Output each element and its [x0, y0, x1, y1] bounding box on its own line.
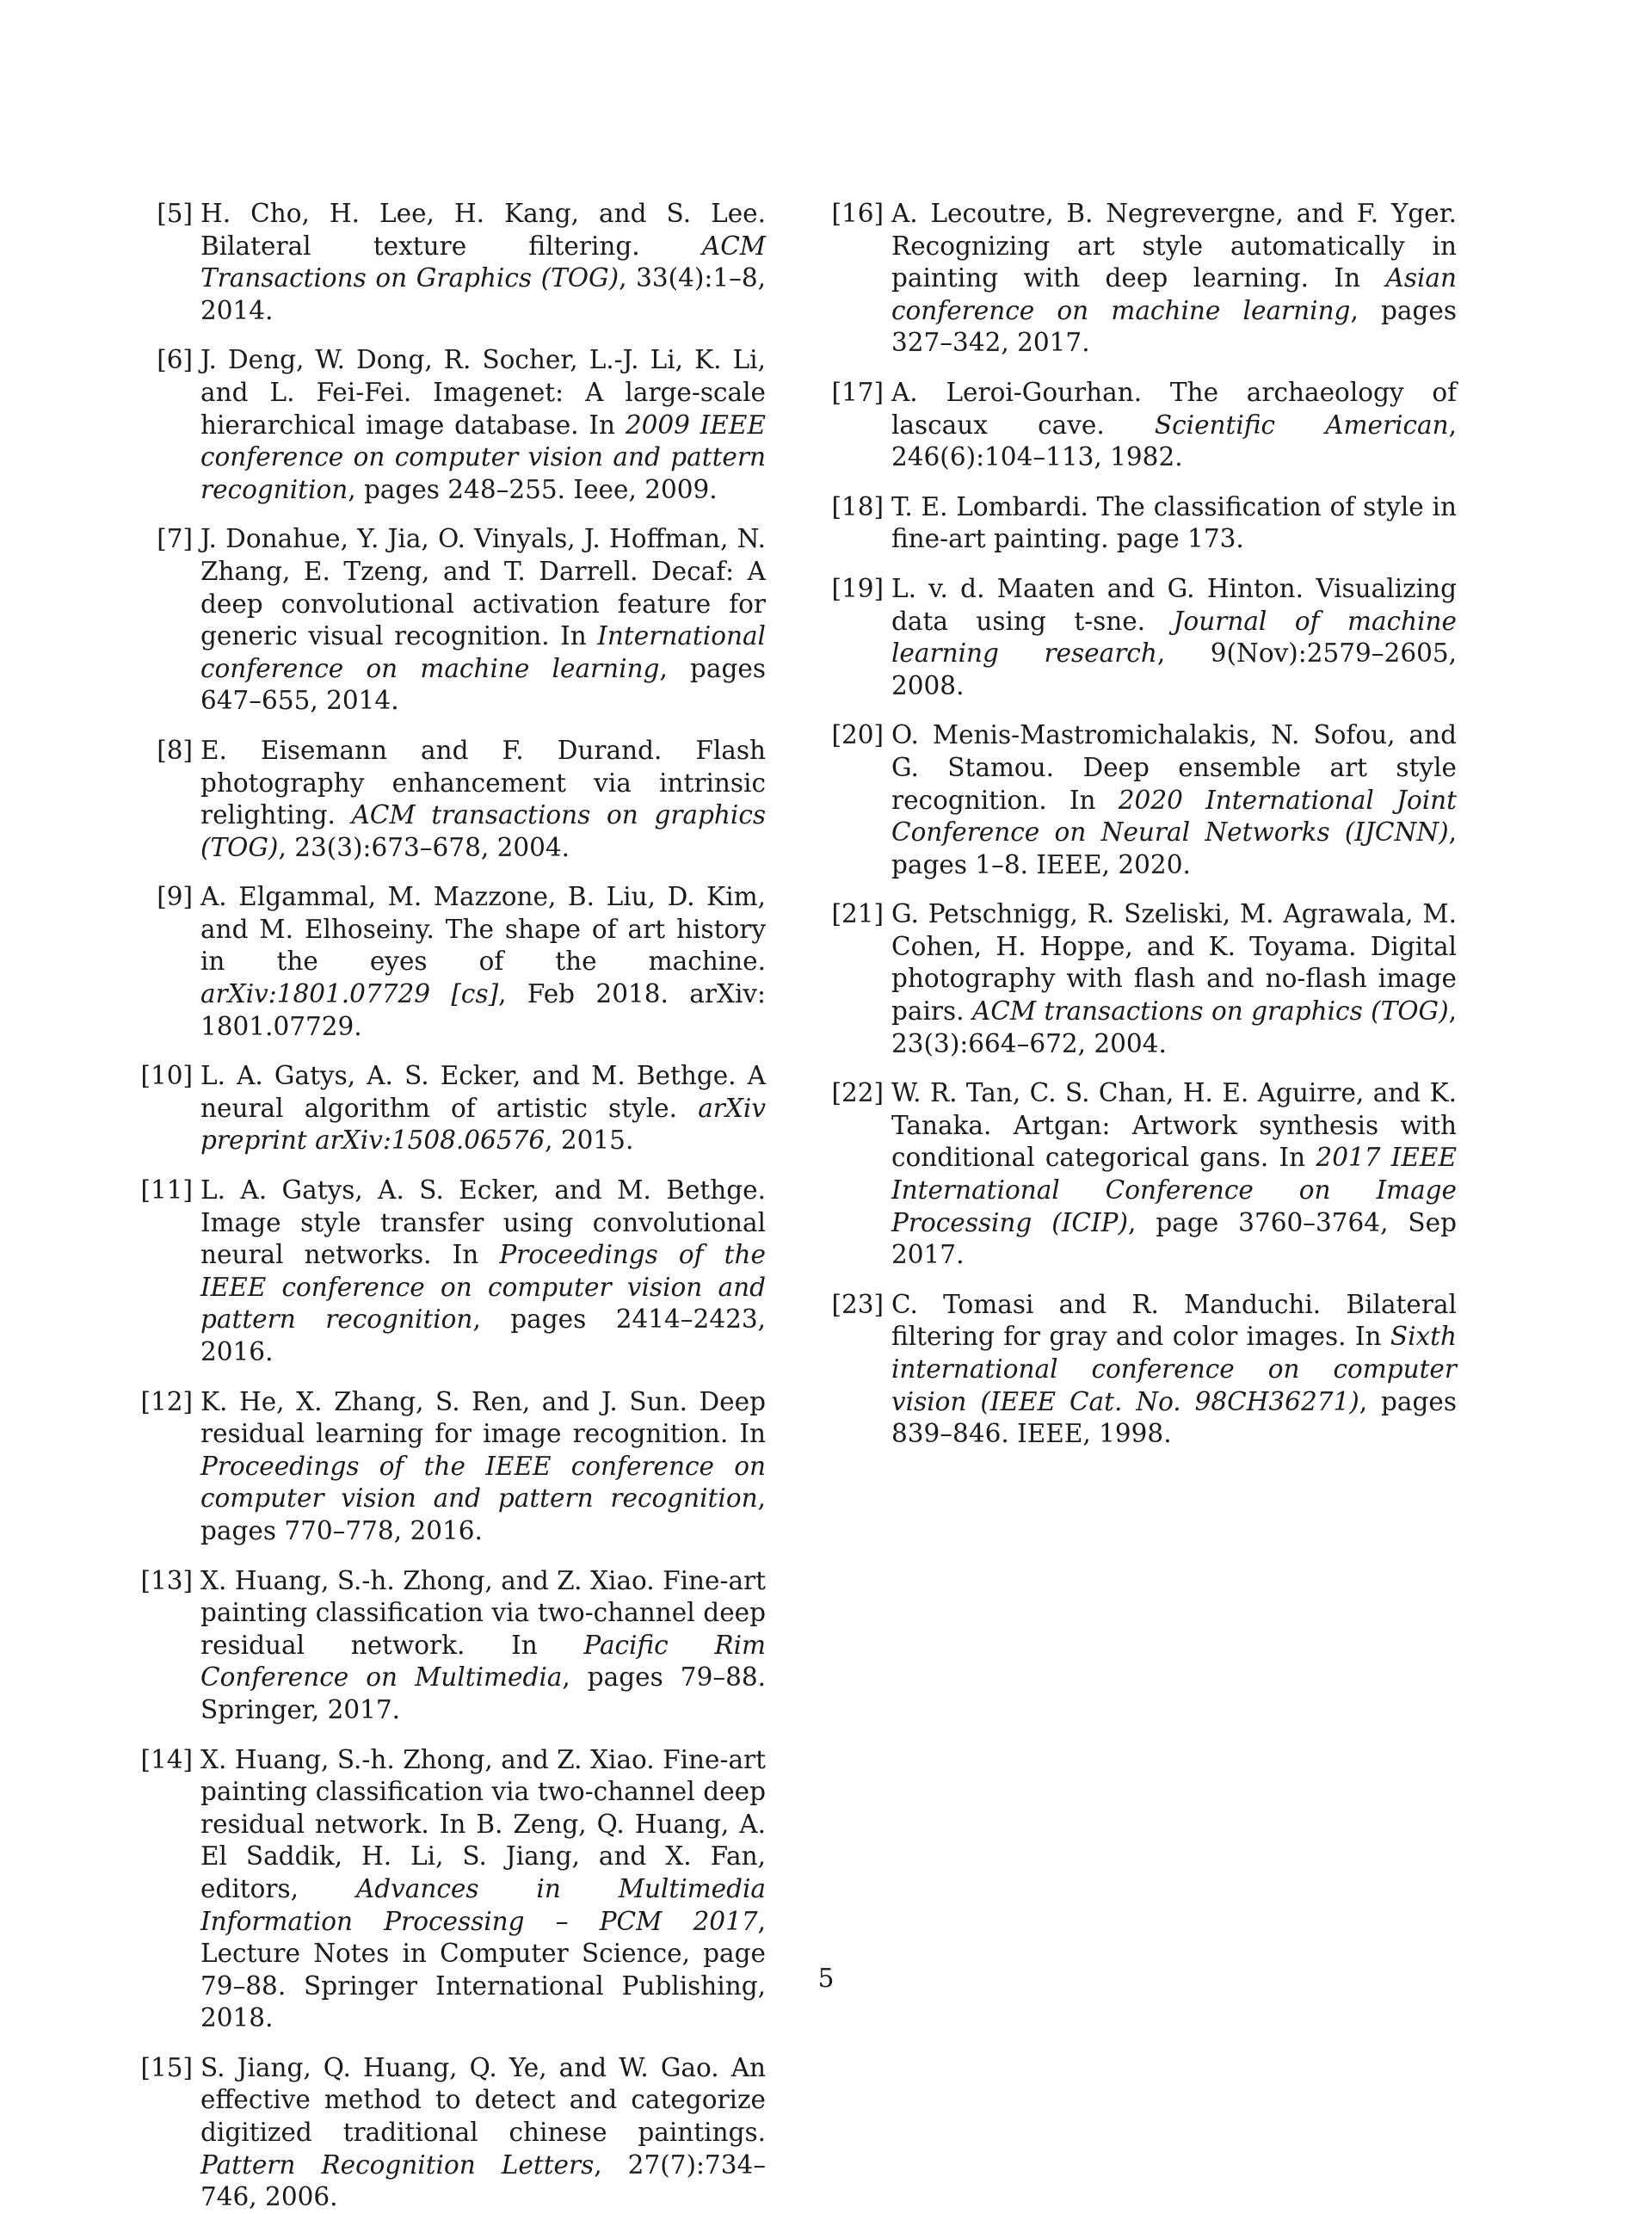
reference-text: [200, 736, 766, 862]
reference-venue: ACM Transactions on Graphics (TOG): [200, 231, 766, 293]
reference-authors-title: E. Eisemann and F. Durand. Flash photography enhancement via intrinsic relighting.: [200, 735, 766, 830]
reference-text: [891, 199, 1457, 357]
reference-text: [200, 2053, 766, 2211]
reference-number: [16]: [831, 199, 884, 228]
reference-authors-title: O. Menis-Mastromichalakis, N. Sofou, and G. Stamou. Deep ensemble art style recognition. In: [891, 720, 1457, 815]
reference-number: [9]: [157, 882, 193, 912]
reference-authors-title: A. Lecoutre, B. Negrevergne, and F. Yger. Recognizing art style automatically in painting with deep learning. In: [891, 199, 1457, 293]
references-right-column: [829, 198, 1457, 1451]
reference-authors-title: W. R. Tan, C. S. Chan, H. E. Aguirre, and K. Tanaka. Artgan: Artwork synthesis with conditional categorical gans. In: [891, 1078, 1457, 1173]
reference-venue: 2017 IEEE International Conference on Image Processing (ICIP): [891, 1143, 1457, 1237]
reference-details: , pages 839–846. IEEE, 1998.: [891, 1386, 1457, 1449]
reference-entry: [829, 1077, 1457, 1272]
reference-entry: [829, 1289, 1457, 1451]
reference-number: [5]: [157, 199, 193, 228]
reference-venue: Pattern Recognition Letters: [200, 2149, 595, 2180]
reference-venue: Scientific American: [1154, 410, 1449, 440]
reference-entry: [829, 377, 1457, 474]
reference-number: [18]: [831, 491, 884, 521]
reference-details: , page 3760–3764, Sep 2017.: [891, 1207, 1457, 1270]
reference-authors-title: J. Donahue, Y. Jia, O. Vinyals, J. Hoffman, N. Zhang, E. Tzeng, and T. Darrell. Decaf: A deep convolutional activation feature for generic visual recognition. In: [200, 524, 766, 651]
reference-number: [22]: [831, 1078, 884, 1108]
reference-text: [891, 899, 1457, 1058]
reference-entry: [138, 881, 766, 1043]
reference-details: , 2015.: [545, 1126, 634, 1156]
reference-venue: Proceedings of the IEEE conference on computer vision and pattern recognition: [200, 1451, 766, 1514]
reference-number: [6]: [157, 345, 193, 375]
reference-venue: Proceedings of the IEEE conference on computer vision and pattern recognition: [200, 1240, 766, 1335]
reference-venue: ACM transactions on graphics (TOG): [971, 996, 1449, 1027]
reference-number: [7]: [157, 524, 193, 554]
reference-number: [17]: [831, 377, 884, 407]
reference-details: , pages 248–255. Ieee, 2009.: [348, 474, 718, 504]
reference-number: [23]: [831, 1289, 884, 1319]
reference-details: , pages 2414–2423, 2016.: [200, 1304, 766, 1366]
reference-text: [200, 1387, 766, 1545]
reference-entry: [138, 2052, 766, 2214]
reference-details: , 9(Nov):2579–2605, 2008.: [891, 638, 1457, 700]
reference-venue: Asian conference on machine learning: [891, 263, 1457, 325]
reference-authors-title: T. E. Lombardi. The classification of style in fine-art painting. page 173.: [891, 491, 1457, 554]
reference-number: [12]: [140, 1386, 193, 1416]
page-number: 5: [817, 1964, 835, 1993]
reference-details: , Feb 2018. arXiv: 1801.07729.: [200, 979, 766, 1041]
reference-text: [200, 882, 766, 1040]
reference-authors-title: H. Cho, H. Lee, H. Kang, and S. Lee. Bilateral texture filtering.: [200, 199, 766, 261]
reference-text: [200, 199, 766, 325]
reference-entry: [829, 198, 1457, 360]
reference-venue: Advances in Multimedia Information Processing – PCM 2017: [200, 1873, 766, 1936]
reference-venue: International conference on machine learning: [200, 621, 766, 683]
reference-details: , pages 79–88. Springer, 2017.: [200, 1662, 766, 1724]
reference-venue: Pacific Rim Conference on Multimedia: [200, 1630, 766, 1693]
reference-venue: arXiv:1801.07729 [cs]: [200, 979, 499, 1009]
reference-text: [891, 1078, 1457, 1269]
reference-authors-title: L. v. d. Maaten and G. Hinton. Visualizing data using t-sne.: [891, 573, 1457, 636]
reference-entry: [138, 198, 766, 327]
reference-details: , 23(3):664–672, 2004.: [891, 996, 1458, 1058]
reference-details: , 27(7):734–746, 2006.: [200, 2149, 766, 2212]
reference-venue: 2009 IEEE conference on computer vision and pattern recognition: [200, 410, 766, 504]
reference-entry: [138, 1175, 766, 1369]
reference-details: , 33(4):1–8, 2014.: [200, 263, 766, 325]
reference-authors-title: X. Huang, S.-h. Zhong, and Z. Xiao. Fine-art painting classification via two-channel deep residual network. In: [200, 1565, 766, 1660]
reference-authors-title: J. Deng, W. Dong, R. Socher, L.-J. Li, K. Li, and L. Fei-Fei. Imagenet: A large-scale hierarchical image database. In: [200, 345, 766, 440]
reference-details: , 23(3):673–678, 2004.: [278, 832, 570, 862]
reference-authors-title: A. Leroi-Gourhan. The archaeology of lascaux cave.: [891, 377, 1457, 440]
reference-authors-title: G. Petschnigg, R. Szeliski, M. Agrawala, M. Cohen, H. Hoppe, and K. Toyama. Digital photography with flash and no-flash image pairs.: [891, 899, 1457, 1027]
reference-number: [21]: [831, 899, 884, 929]
reference-text: [891, 492, 1457, 554]
reference-text: [891, 1290, 1457, 1448]
reference-entry: [138, 1565, 766, 1727]
reference-details: , Lecture Notes in Computer Science, page 79–88. Springer International Publishing, 2018.: [200, 1906, 766, 2033]
reference-venue: Sixth international conference on computer vision (IEEE Cat. No. 98CH36271): [891, 1322, 1457, 1416]
reference-text: [891, 574, 1457, 700]
reference-text: [891, 378, 1457, 472]
reference-details: , pages 1–8. IEEE, 2020.: [891, 817, 1457, 879]
reference-authors-title: A. Elgammal, M. Mazzone, B. Liu, D. Kim, and M. Elhoseiny. The shape of art history in the eyes of the machine.: [200, 882, 766, 977]
reference-entry: [138, 344, 766, 506]
reference-authors-title: S. Jiang, Q. Huang, Q. Ye, and W. Gao. An effective method to detect and categorize digitized traditional chinese paintings.: [200, 2052, 766, 2148]
reference-text: [200, 1061, 766, 1155]
reference-number: [8]: [157, 735, 193, 765]
reference-entry: [829, 573, 1457, 702]
reference-authors-title: K. He, X. Zhang, S. Ren, and J. Sun. Deep residual learning for image recognition. In: [200, 1386, 766, 1449]
reference-text: [200, 524, 766, 715]
reference-details: , 246(6):104–113, 1982.: [891, 410, 1457, 472]
reference-number: [10]: [140, 1061, 193, 1091]
reference-details: , pages 327–342, 2017.: [891, 295, 1457, 358]
reference-text: [200, 1566, 766, 1724]
reference-entry: [138, 1386, 766, 1548]
reference-details: , pages 770–778, 2016.: [200, 1483, 766, 1545]
reference-venue: arXiv preprint arXiv:1508.06576: [200, 1093, 766, 1156]
reference-entry: [829, 898, 1457, 1060]
reference-venue: ACM transactions on graphics (TOG): [200, 800, 766, 862]
reference-entry: [138, 523, 766, 718]
reference-entry: [138, 735, 766, 864]
reference-number: [14]: [140, 1744, 193, 1774]
reference-number: [19]: [831, 573, 884, 603]
reference-authors-title: L. A. Gatys, A. S. Ecker, and M. Bethge. Image style transfer using convolutional neural networks. In: [200, 1175, 766, 1270]
reference-entry: [829, 719, 1457, 881]
reference-venue: Journal of machine learning research: [891, 606, 1457, 669]
reference-authors-title: X. Huang, S.-h. Zhong, and Z. Xiao. Fine-art painting classification via two-channel deep residual network. In B. Zeng, Q. Huang, A. El Saddik, H. Li, S. Jiang, and X. Fan, editors,: [200, 1744, 766, 1903]
references-left-column: [138, 198, 766, 2214]
reference-number: [13]: [140, 1565, 193, 1595]
reference-venue: 2020 International Joint Conference on Neural Networks (IJCNN): [891, 785, 1457, 848]
reference-entry: [829, 491, 1457, 556]
reference-number: [11]: [140, 1175, 193, 1206]
reference-number: [20]: [831, 720, 884, 750]
reference-text: [200, 345, 766, 503]
reference-number: [15]: [140, 2052, 193, 2082]
reference-text: [891, 720, 1457, 879]
reference-text: [200, 1175, 766, 1366]
reference-entry: [138, 1060, 766, 1157]
reference-authors-title: L. A. Gatys, A. S. Ecker, and M. Bethge. A neural algorithm of artistic style.: [200, 1061, 766, 1123]
reference-details: , pages 647–655, 2014.: [200, 653, 766, 716]
reference-authors-title: C. Tomasi and R. Manduchi. Bilateral filtering for gray and color images. In: [891, 1289, 1457, 1352]
